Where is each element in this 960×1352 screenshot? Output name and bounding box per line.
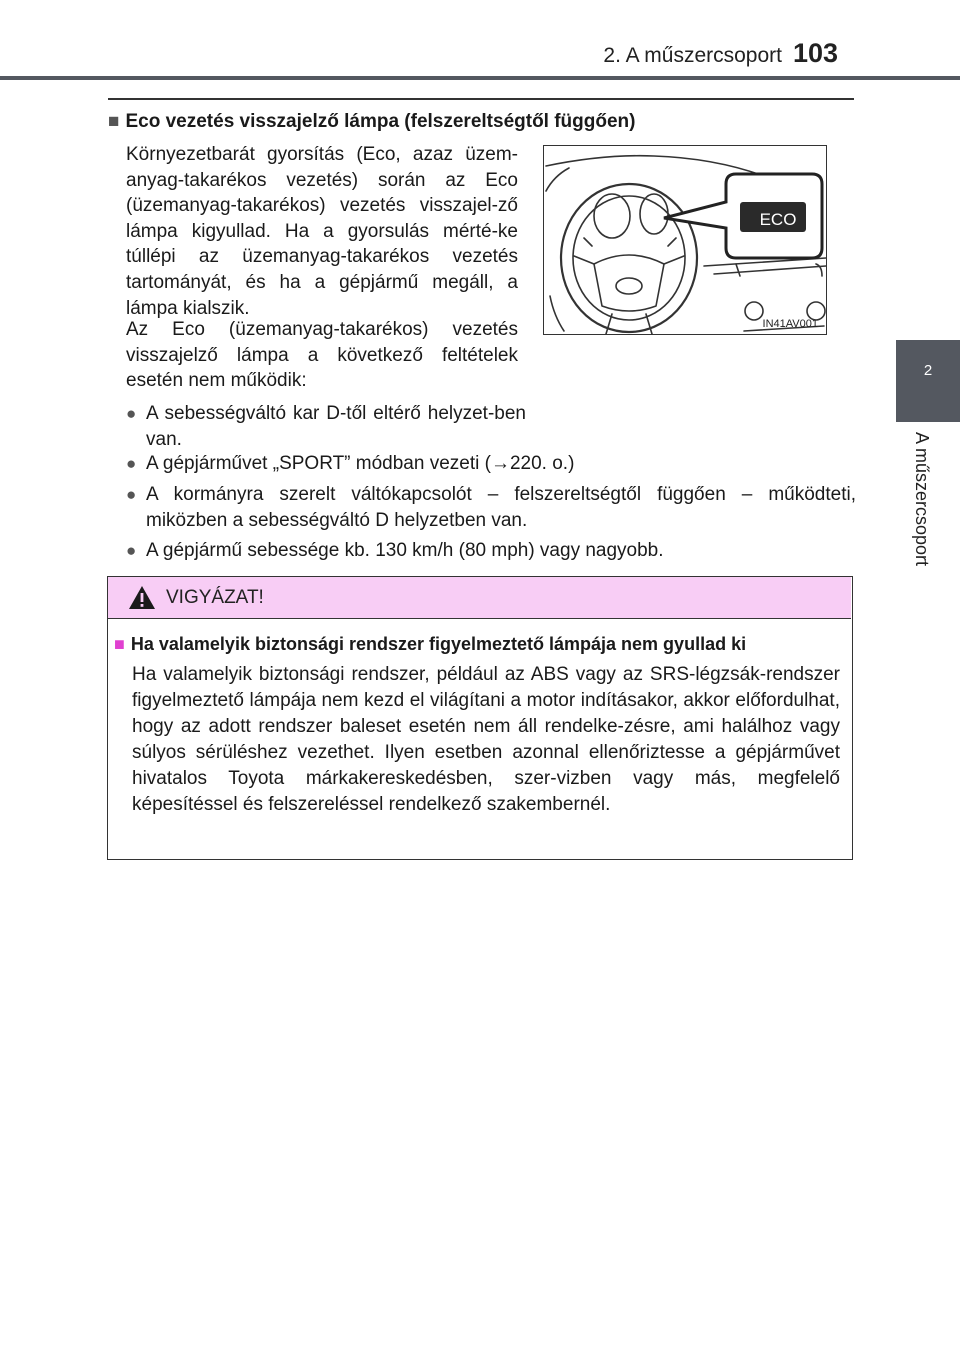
bullet-icon: ● xyxy=(126,454,137,473)
list-item xyxy=(126,401,526,452)
warning-body: Ha valamelyik biztonsági rendszer, például az ABS vagy az SRS-légzsák-rendszer figyelmeztető lámpája nem kezd el világítani a motor indításakor, akkor előfordulhat, hogy az adott rendszer baleset esetén nem áll rendelke-zésre, ami halálhoz vagy súlyos sérüléshez vezethet. Ilyen esetben azonnal ellenőriztesse a gépjárművet hivatalos Toyota márkakereskedésben, szer-vizben vagy más, megfelelő képesítéssel és felszereléssel rendelkező szakembernél. xyxy=(132,664,840,815)
list-item-text: A gépjármű sebessége kb. 130 km/h (80 mph) vagy nagyobb. xyxy=(146,540,664,561)
bullet-icon: ● xyxy=(126,541,137,560)
chapter-tab[interactable] xyxy=(896,340,960,422)
list-item-text: A kormányra szerelt váltókapcsolót – felszereltségtől függően – működteti, miközben a sebességváltó D helyzetben van. xyxy=(146,484,856,531)
section-heading-text: Eco vezetés visszajelző lámpa (felszereltségtől függően) xyxy=(125,111,636,132)
intro-paragraph: Környezetbarát gyorsítás (Eco, azaz üzem-anyag-takarékos vezetés) során az Eco (üzemanyag-takarékos) vezetés visszajel-ző lámpa kigyullad. Ha a gyorsulás mérté-ke túllépi az üzemanyag-takarékos vezetés tartományát, és ha a gépjármű megáll, a lámpa kialszik. xyxy=(126,144,518,319)
warning-subheading-text: Ha valamelyik biztonsági rendszer figyelmeztető lámpája nem gyullad ki xyxy=(130,634,747,654)
list-item-text: A gépjárművet „SPORT” módban vezeti (→220. o.) xyxy=(146,453,575,474)
header-rule xyxy=(0,76,960,80)
warning-title: VIGYÁZAT! xyxy=(166,587,264,608)
warning-header xyxy=(108,577,851,619)
bullet-icon: ● xyxy=(126,485,137,504)
chapter-tab-number: 2 xyxy=(923,362,933,379)
page-number: 103 xyxy=(793,38,839,68)
chapter-tab-label: A műszercsoport xyxy=(912,432,932,567)
list-item xyxy=(126,451,856,477)
section-heading xyxy=(108,111,858,133)
eco-indicator-label: ECO xyxy=(759,210,797,229)
dashboard-drawing xyxy=(544,146,827,335)
eco-indicator-illustration xyxy=(543,145,827,335)
bullet-icon: ● xyxy=(126,404,137,423)
heading-square-icon: ■ xyxy=(108,111,120,132)
figure-code: IN41AV001 xyxy=(762,318,818,330)
conditions-paragraph: Az Eco (üzemanyag-takarékos) vezetés visszajelző lámpa a következő feltételek esetén nem működik: xyxy=(126,319,518,392)
list-item xyxy=(126,482,856,533)
warning-box xyxy=(107,576,853,860)
warning-square-icon: ■ xyxy=(114,634,125,654)
warning-subheading xyxy=(114,634,844,655)
running-header-title: 2. A műszercsoport xyxy=(603,44,782,67)
list-item xyxy=(126,538,856,564)
section-rule xyxy=(108,98,854,100)
list-item-text: A sebességváltó kar D-től eltérő helyzet-ben van. xyxy=(146,403,526,450)
warning-triangle-icon xyxy=(128,585,156,610)
